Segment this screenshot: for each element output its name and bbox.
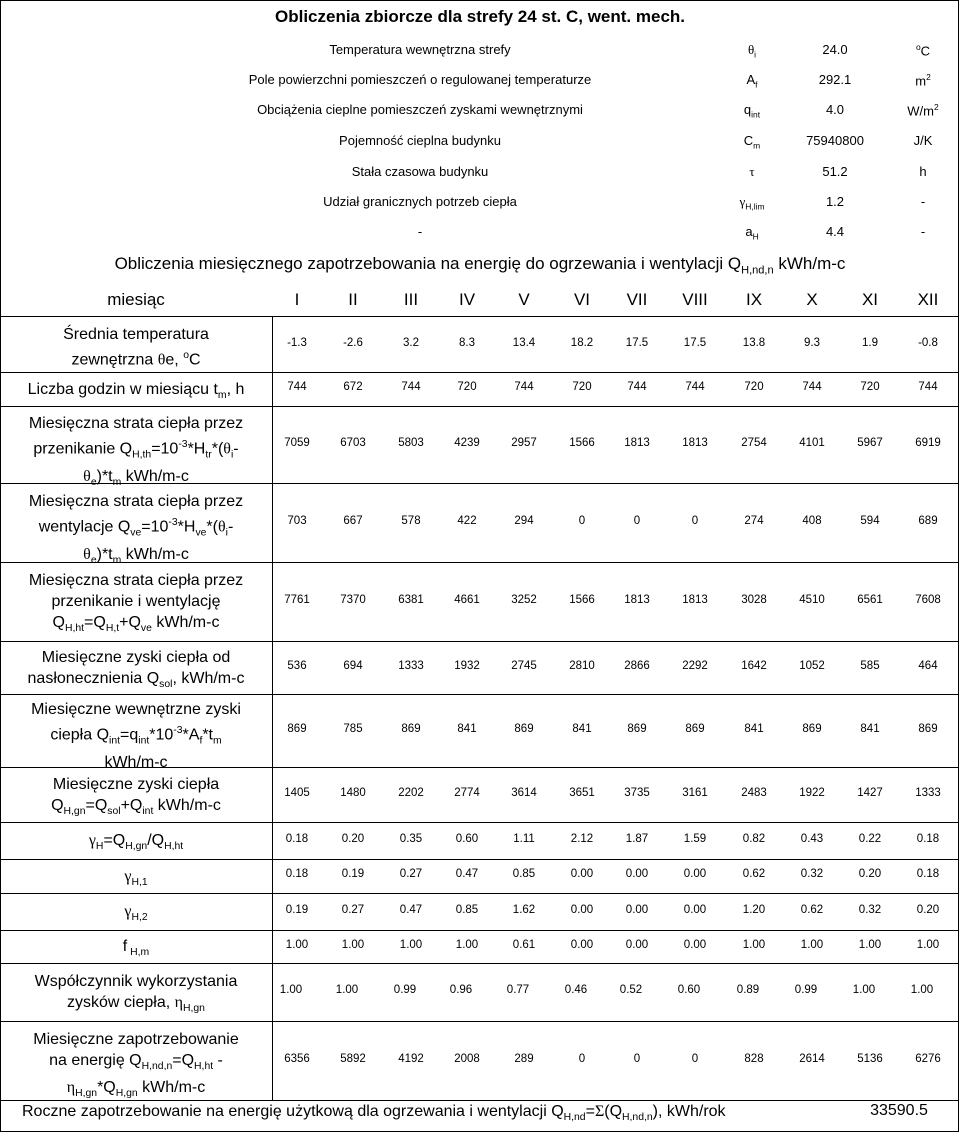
- param-label: Stała czasowa budynku: [351, 164, 489, 179]
- grid-line: [0, 1021, 959, 1022]
- table-cell: 0: [691, 514, 699, 527]
- table-cell: 1480: [340, 786, 366, 799]
- table-cell: 869: [685, 722, 705, 735]
- param-label: Temperatura wewnętrzna strefy: [329, 42, 511, 57]
- table-cell: 1.00: [852, 984, 876, 996]
- row-label: Średnia temperatura zewnętrzna θe, $^o$C: [63, 325, 209, 368]
- table-cell: 0.19: [285, 903, 309, 916]
- table-cell: 1.62: [512, 903, 536, 916]
- table-cell: 7370: [340, 593, 366, 606]
- table-cell: 8.3: [459, 336, 475, 349]
- param-value: 292.1: [818, 72, 852, 87]
- table-cell: 1.00: [858, 938, 882, 951]
- table-cell: 1.9: [862, 336, 878, 349]
- table-cell: 578: [401, 514, 421, 527]
- month-header: VII: [626, 290, 648, 309]
- table-cell: -0.8: [918, 336, 938, 349]
- param-unit: -: [920, 224, 926, 239]
- table-cell: 17.5: [625, 336, 649, 349]
- param-symbol: $a_H$: [745, 224, 759, 242]
- table-cell: 1.00: [910, 984, 934, 996]
- table-cell: 1.00: [399, 938, 423, 951]
- table-cell: 1.00: [335, 984, 359, 996]
- table-cell: 1813: [624, 593, 650, 606]
- month-header: XII: [917, 290, 939, 309]
- table-cell: 0.35: [399, 832, 423, 845]
- row-label: Miesięczne wewnętrzne zyski ciepła $Q_{int}=q_{int}*10^{-3}*A_f*t_m$ kWh/m-c: [31, 701, 241, 771]
- table-cell: 408: [802, 514, 822, 527]
- table-cell: 744: [627, 381, 647, 393]
- table-cell: 594: [860, 514, 880, 527]
- table-cell: 2292: [682, 659, 708, 672]
- param-value: 4.4: [825, 224, 845, 239]
- table-cell: 0.52: [619, 984, 643, 996]
- grid-line: [0, 316, 959, 317]
- row-label: f $_{H,m}$: [122, 938, 150, 959]
- param-value: 4.0: [825, 102, 845, 117]
- table-cell: 5892: [340, 1052, 366, 1065]
- table-cell: 672: [343, 381, 363, 393]
- table-cell: 0.18: [285, 832, 309, 845]
- section-title: Obliczenia miesięcznego zapotrzebowania na energię do ogrzewania i wentylacji $Q_{H,nd,n}$ kWh/m-c: [114, 254, 846, 277]
- table-cell: 0: [578, 514, 586, 527]
- table-cell: 6561: [857, 593, 883, 606]
- table-cell: 0.20: [916, 903, 940, 916]
- page-title: Obliczenia zbiorcze dla strefy 24 st. C, went. mech.: [274, 7, 686, 26]
- table-cell: 0.00: [683, 903, 707, 916]
- table-cell: 0.96: [449, 984, 473, 996]
- table-cell: 1922: [799, 786, 825, 799]
- month-header: II: [348, 290, 358, 309]
- months-label: miesiąc: [107, 290, 165, 309]
- table-cell: 2614: [799, 1052, 825, 1065]
- param-symbol: $\theta_i$: [747, 42, 757, 60]
- table-cell: 0: [633, 1052, 641, 1065]
- table-cell: 6276: [915, 1052, 941, 1065]
- row-label: Współczynnik wykorzystania zysków ciepła, $\eta_{H,gn}$: [34, 973, 238, 1015]
- row-label: Miesięczna strata ciepła przez wentylacje $Q_{ve}=10^{-3}*H_{ve}*(\theta_i-$ $\theta_e)*t_m$ kWh/m-c: [28, 493, 244, 566]
- table-cell: 9.3: [804, 336, 820, 349]
- table-cell: 3252: [511, 593, 537, 606]
- month-header: X: [806, 290, 818, 309]
- table-cell: 0.00: [570, 903, 594, 916]
- annual-value: 33590.5: [870, 1102, 928, 1119]
- table-cell: 744: [685, 381, 705, 393]
- table-cell: 0.82: [742, 832, 766, 845]
- param-unit: J/K: [913, 133, 933, 148]
- table-cell: 2202: [398, 786, 424, 799]
- table-cell: 703: [287, 514, 307, 527]
- table-cell: 13.4: [512, 336, 536, 349]
- table-cell: 3735: [624, 786, 650, 799]
- table-cell: 2008: [454, 1052, 480, 1065]
- table-cell: 7608: [915, 593, 941, 606]
- param-unit: $m^2$: [915, 72, 931, 89]
- table-cell: 0.32: [858, 903, 882, 916]
- table-cell: 289: [514, 1052, 534, 1065]
- table-cell: 3.2: [403, 336, 419, 349]
- grid-line: [0, 822, 959, 823]
- table-cell: 720: [572, 381, 592, 393]
- table-cell: 1566: [569, 593, 595, 606]
- table-cell: 744: [514, 381, 534, 393]
- table-cell: 1333: [398, 659, 424, 672]
- table-cell: 1932: [454, 659, 480, 672]
- table-cell: 2774: [454, 786, 480, 799]
- month-header: III: [403, 290, 419, 309]
- table-cell: 4101: [799, 436, 825, 449]
- table-cell: 720: [457, 381, 477, 393]
- table-cell: 3028: [741, 593, 767, 606]
- table-cell: 694: [343, 659, 363, 672]
- table-cell: 1.00: [285, 938, 309, 951]
- table-cell: 0.00: [683, 868, 707, 880]
- table-cell: 0.27: [341, 903, 365, 916]
- table-cell: 744: [802, 381, 822, 393]
- table-cell: 2810: [569, 659, 595, 672]
- month-header: VIII: [682, 290, 708, 309]
- param-value: 1.2: [825, 194, 845, 209]
- table-cell: 1.87: [625, 832, 649, 845]
- table-cell: 0.43: [800, 832, 824, 845]
- table-cell: 3614: [511, 786, 537, 799]
- param-symbol: τ: [749, 164, 755, 179]
- table-cell: 1813: [682, 436, 708, 449]
- table-cell: 1.59: [683, 832, 707, 845]
- table-cell: 869: [802, 722, 822, 735]
- table-cell: 7059: [284, 436, 310, 449]
- table-cell: 4510: [799, 593, 825, 606]
- table-cell: 0: [633, 514, 641, 527]
- table-cell: 720: [744, 381, 764, 393]
- table-cell: 0.18: [916, 868, 940, 880]
- table-cell: 536: [287, 659, 307, 672]
- param-label: Pole powierzchni pomieszczeń o regulowanej temperaturze: [248, 72, 592, 87]
- table-cell: 0.27: [399, 868, 423, 880]
- table-cell: 1.00: [455, 938, 479, 951]
- table-cell: 0.60: [677, 984, 701, 996]
- table-cell: 0.22: [858, 832, 882, 845]
- table-cell: 7761: [284, 593, 310, 606]
- table-cell: 0.00: [570, 938, 594, 951]
- table-cell: 1.00: [916, 938, 940, 951]
- table-cell: 1405: [284, 786, 310, 799]
- month-header: I: [294, 290, 300, 309]
- table-cell: 1.00: [800, 938, 824, 951]
- grid-line: [0, 930, 959, 931]
- table-cell: 785: [343, 722, 363, 735]
- table-cell: 2.12: [570, 832, 594, 845]
- table-cell: 0.62: [742, 868, 766, 880]
- table-cell: 0.32: [800, 868, 824, 880]
- grid-line: [272, 317, 273, 1100]
- table-cell: 1333: [915, 786, 941, 799]
- table-cell: 4661: [454, 593, 480, 606]
- param-symbol: $\gamma_{H,lim}$: [739, 194, 765, 212]
- table-cell: 274: [744, 514, 764, 527]
- row-label: Miesięczne zapotrzebowanie na energię $Q_{H,nd,n}=Q_{H,ht}$ - $\eta_{H,gn}*Q_{H,gn}$ kWh/m-c: [33, 1031, 239, 1100]
- table-cell: 0.62: [800, 903, 824, 916]
- table-cell: 689: [918, 514, 938, 527]
- table-cell: 869: [514, 722, 534, 735]
- row-label: $\gamma_H=Q_{H,gn}/Q_{H,ht}$: [88, 832, 184, 853]
- table-cell: 585: [860, 659, 880, 672]
- table-cell: 0.85: [455, 903, 479, 916]
- table-cell: 1566: [569, 436, 595, 449]
- param-symbol: $q_{int}$: [743, 102, 761, 120]
- param-label: Obciążenia cieplne pomieszczeń zyskami wewnętrznymi: [257, 102, 583, 117]
- table-cell: 2483: [741, 786, 767, 799]
- grid-line: [0, 0, 959, 1]
- table-cell: 3651: [569, 786, 595, 799]
- table-cell: 2957: [511, 436, 537, 449]
- param-value: 75940800: [806, 133, 864, 148]
- table-cell: 0.18: [916, 832, 940, 845]
- table-cell: 0.85: [512, 868, 536, 880]
- table-cell: 720: [860, 381, 880, 393]
- table-cell: 744: [401, 381, 421, 393]
- grid-line: [0, 893, 959, 894]
- table-cell: 5803: [398, 436, 424, 449]
- table-cell: 0: [578, 1052, 586, 1065]
- param-symbol: $A_f$: [746, 72, 758, 90]
- month-header: IV: [458, 290, 476, 309]
- table-cell: 0: [691, 1052, 699, 1065]
- table-cell: 1.00: [279, 984, 303, 996]
- table-cell: 1.20: [742, 903, 766, 916]
- param-label: -: [417, 224, 423, 239]
- row-label: $\gamma_{H,2}$: [124, 903, 148, 924]
- table-cell: 744: [918, 381, 938, 393]
- table-cell: 0.60: [455, 832, 479, 845]
- row-label: Miesięczne zyski ciepła $Q_{H,gn}=Q_{sol}+Q_{int}$ kWh/m-c: [51, 775, 221, 817]
- table-cell: 0.19: [341, 868, 365, 880]
- table-cell: 2866: [624, 659, 650, 672]
- table-cell: 1813: [682, 593, 708, 606]
- param-unit: -: [920, 194, 926, 209]
- table-cell: 4239: [454, 436, 480, 449]
- table-cell: -1.3: [287, 336, 307, 349]
- table-cell: 1427: [857, 786, 883, 799]
- param-label: Pojemność cieplna budynku: [339, 133, 501, 148]
- row-label: $\gamma_{H,1}$: [124, 867, 148, 888]
- table-cell: 841: [860, 722, 880, 735]
- table-cell: 0.47: [399, 903, 423, 916]
- table-cell: 17.5: [683, 336, 707, 349]
- table-cell: 1052: [799, 659, 825, 672]
- table-cell: 869: [627, 722, 647, 735]
- table-cell: 0.00: [625, 868, 649, 880]
- annual-label: Roczne zapotrzebowanie na energię użytkową dla ogrzewania i wentylacji $Q_{H,nd}=\Sigma(Q_{H,nd,n})$, kWh/rok: [22, 1103, 726, 1124]
- table-cell: 1.11: [513, 832, 535, 845]
- table-cell: 18.2: [570, 336, 594, 349]
- table-cell: 0.00: [570, 868, 594, 880]
- table-cell: 0.18: [285, 868, 309, 880]
- table-cell: 464: [918, 659, 938, 672]
- table-cell: 828: [744, 1052, 764, 1065]
- table-cell: 294: [514, 514, 534, 527]
- grid-line: [0, 372, 959, 373]
- table-cell: 0.00: [625, 903, 649, 916]
- table-cell: 0.47: [455, 868, 479, 880]
- table-cell: 0.20: [858, 868, 882, 880]
- row-label: Miesięczne zyski ciepła od nasłonecznienia $Q_{sol}$, kWh/m-c: [27, 648, 245, 690]
- param-unit: $W/m^2$: [907, 102, 939, 119]
- month-header: XI: [861, 290, 879, 309]
- table-cell: 422: [457, 514, 477, 527]
- table-cell: 841: [457, 722, 477, 735]
- table-cell: 869: [287, 722, 307, 735]
- table-cell: 2754: [741, 436, 767, 449]
- table-cell: 0.99: [794, 984, 818, 996]
- table-cell: 1.00: [341, 938, 365, 951]
- table-cell: 1642: [741, 659, 767, 672]
- table-cell: 0.61: [512, 938, 536, 951]
- param-value: 24.0: [822, 42, 848, 57]
- table-cell: 2745: [511, 659, 537, 672]
- table-cell: 13.8: [742, 336, 766, 349]
- table-cell: 0.99: [393, 984, 417, 996]
- month-header: V: [518, 290, 530, 309]
- table-cell: 0.46: [564, 984, 588, 996]
- table-cell: 0.77: [506, 984, 530, 996]
- table-cell: 6356: [284, 1052, 310, 1065]
- table-cell: 841: [744, 722, 764, 735]
- param-value: 51.2: [822, 164, 848, 179]
- table-cell: 5967: [857, 436, 883, 449]
- month-header: VI: [573, 290, 591, 309]
- table-cell: 4192: [398, 1052, 424, 1065]
- grid-line: [0, 859, 959, 860]
- table-cell: 6919: [915, 436, 941, 449]
- grid-line: [0, 641, 959, 642]
- table-cell: 667: [343, 514, 363, 527]
- table-cell: 1813: [624, 436, 650, 449]
- table-cell: 0.20: [341, 832, 365, 845]
- table-cell: 1.00: [742, 938, 766, 951]
- table-cell: 841: [572, 722, 592, 735]
- param-unit: h: [919, 164, 927, 179]
- table-cell: -2.6: [343, 336, 363, 349]
- grid-line: [0, 406, 959, 407]
- table-cell: 0.00: [683, 938, 707, 951]
- table-cell: 869: [401, 722, 421, 735]
- row-label: Miesięczna strata ciepła przez przenikanie i wentylację $Q_{H,ht}=Q_{H,t}+Q_{ve}$ kWh/m-c: [28, 572, 244, 635]
- table-cell: 0.89: [736, 984, 760, 996]
- row-label: Miesięczna strata ciepła przez przenikanie $Q_{H,th}=10^{-3}*H_{tr}*(\theta_i-$ $\theta_e)*t_m$ kWh/m-c: [28, 415, 244, 488]
- table-cell: 0.00: [625, 938, 649, 951]
- row-label: Liczba godzin w miesiącu $t_m$, h: [27, 380, 245, 401]
- table-cell: 5136: [857, 1052, 883, 1065]
- month-header: IX: [745, 290, 763, 309]
- table-cell: 869: [918, 722, 938, 735]
- param-symbol: $C_m$: [743, 133, 761, 151]
- table-cell: 6381: [398, 593, 424, 606]
- table-cell: 6703: [340, 436, 366, 449]
- param-label: Udział granicznych potrzeb ciepła: [323, 194, 517, 209]
- param-unit: $^o$C: [915, 42, 931, 59]
- table-cell: 744: [287, 381, 307, 393]
- table-cell: 3161: [682, 786, 708, 799]
